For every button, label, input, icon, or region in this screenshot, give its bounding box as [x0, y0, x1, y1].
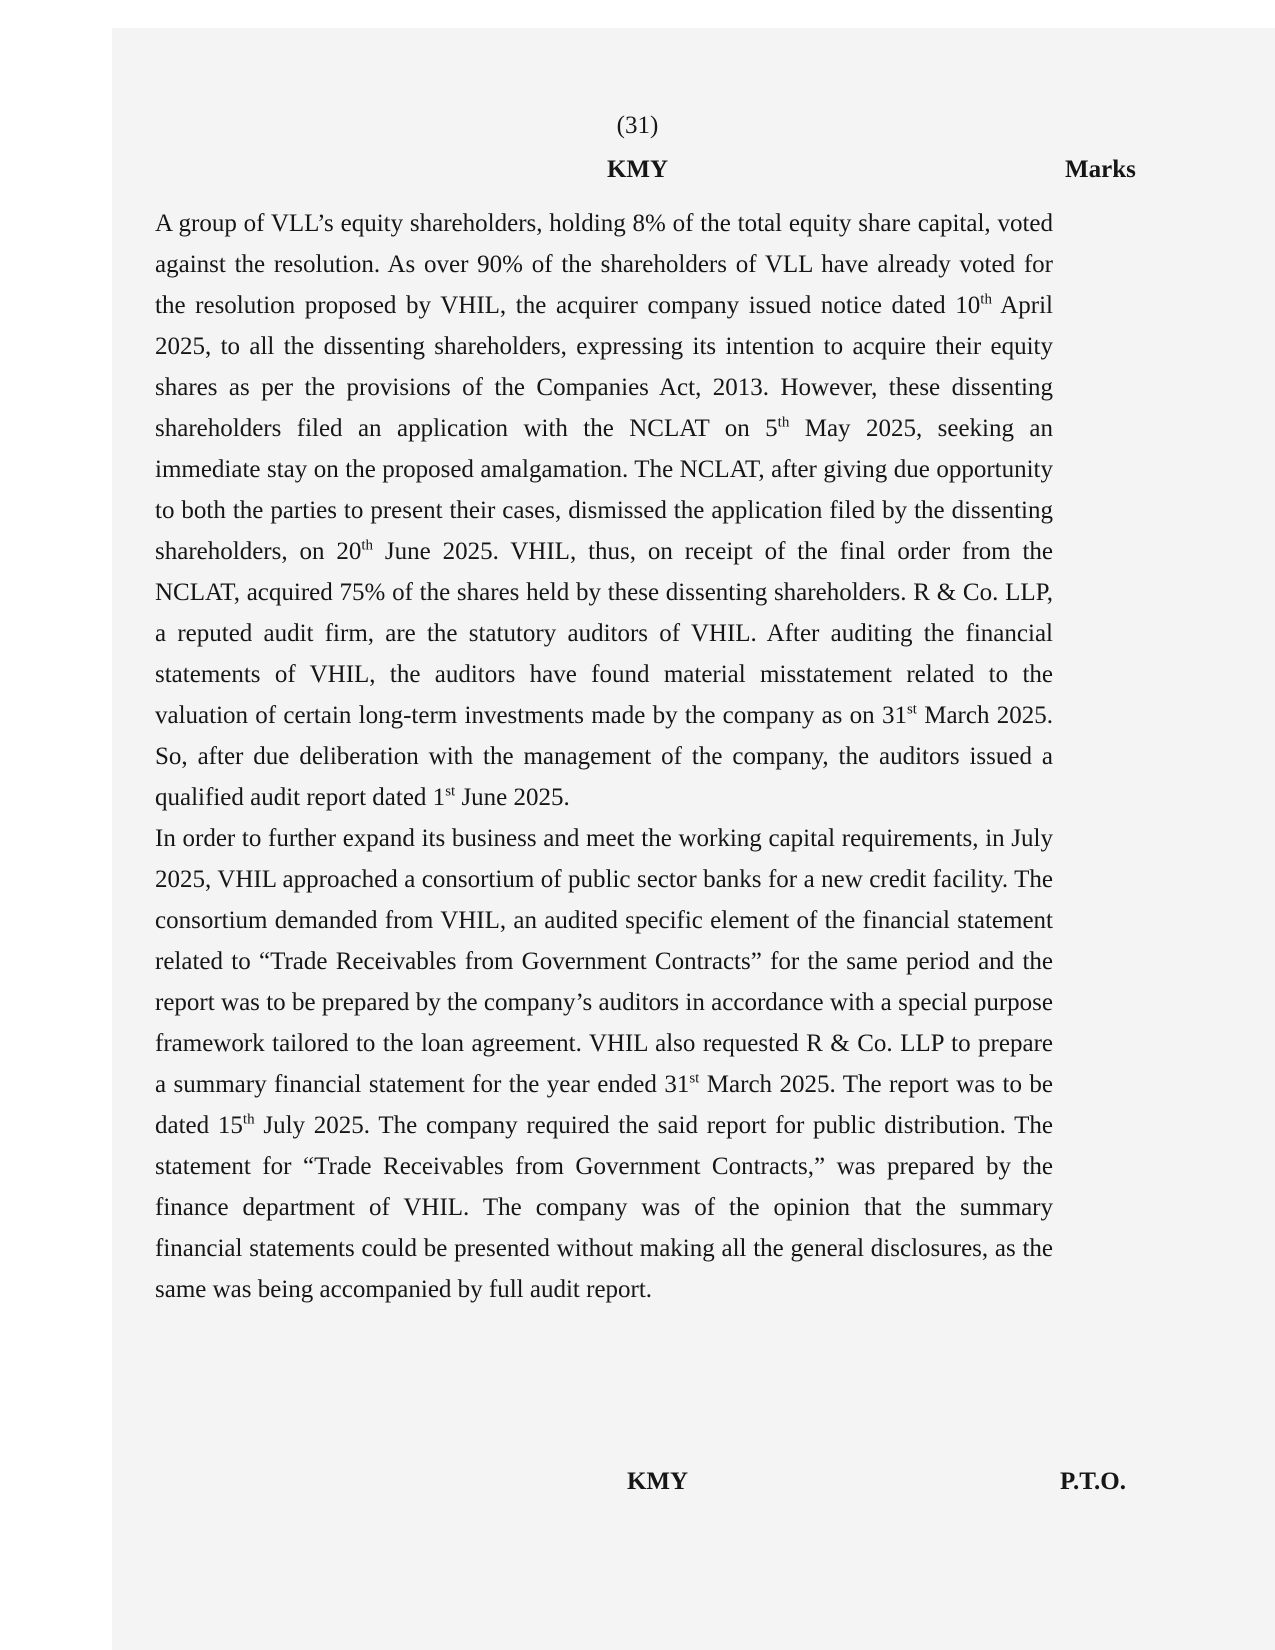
ordinal-suffix: th — [980, 291, 992, 308]
footer-paper-code: KMY — [626, 1468, 689, 1495]
ordinal-suffix: st — [689, 1070, 700, 1087]
ordinal-suffix: th — [361, 537, 374, 554]
text-run: June 2025. — [455, 784, 570, 811]
please-turn-over-label: P.T.O. — [1060, 1468, 1126, 1495]
page-number: (31) — [616, 112, 659, 139]
ordinal-suffix: th — [777, 414, 790, 431]
text-run: A group of VLL’s equity shareholders, holding 8% of the total equity share capital, voted against the resolution. As over 90% of the shareholders of VLL have already voted for the resolution proposed by VHIL, the acquirer company issued notice dated 10 — [155, 210, 1053, 319]
text-run: July 2025. The company required the said report for public distribution. The statement for “Trade Receivables from Government Contracts,” was prepared by the finance department of VHIL. The company was of the opinion that the summary financial statements could be presented without making all the general disclosures, as the same was being accompanied by full audit report. — [155, 1112, 1054, 1303]
question-body — [155, 203, 1053, 1310]
text-run: In order to further expand its business and meet the working capital requirements, in July 2025, VHIL approached a consortium of public sector banks for a new credit facility. The consortium demanded from VHIL, an audited specific element of the financial statement related to “Trade Receivables from Government Contracts” for the same period and the report was to be prepared by the company’s auditors in accordance with a special purpose framework tailored to the loan agreement. VHIL also requested R & Co. LLP to prepare a summary financial statement for the year ended 31 — [155, 825, 1053, 1098]
paragraph-2 — [155, 818, 1053, 1310]
header-paper-code: KMY — [606, 156, 669, 183]
text-run: April 2025, to all the dissenting shareholders, expressing its intention to acquire their equity shares as per the provisions of the Companies Act, 2013. However, these dissenting shareholders filed an application with the NCLAT on 5 — [155, 292, 1053, 442]
text-run: March 2025. So, after due deliberation with the management of the company, the auditors issued a qualified audit report dated 1 — [155, 702, 1053, 811]
text-run: May 2025, seeking an immediate stay on the proposed amalgamation. The NCLAT, after giving due opportunity to both the parties to present their cases, dismissed the application filed by the dissenting shareholders, on 20 — [155, 415, 1053, 565]
text-run: March 2025. The report was to be dated 15 — [155, 1071, 1053, 1139]
ordinal-suffix: st — [906, 701, 917, 718]
marks-column-label: Marks — [1065, 156, 1136, 183]
ordinal-suffix: st — [445, 783, 456, 800]
ordinal-suffix: th — [242, 1111, 255, 1128]
text-run: June 2025. VHIL, thus, on receipt of the final order from the NCLAT, acquired 75% of the shares held by these dissenting shareholders. R & Co. LLP, a reputed audit firm, are the statutory auditors of VHIL. After auditing the financial statements of VHIL, the auditors have found material misstatement related to the valuation of certain long-term investments made by the company as on 31 — [155, 538, 1054, 729]
paragraph-1 — [155, 203, 1053, 818]
